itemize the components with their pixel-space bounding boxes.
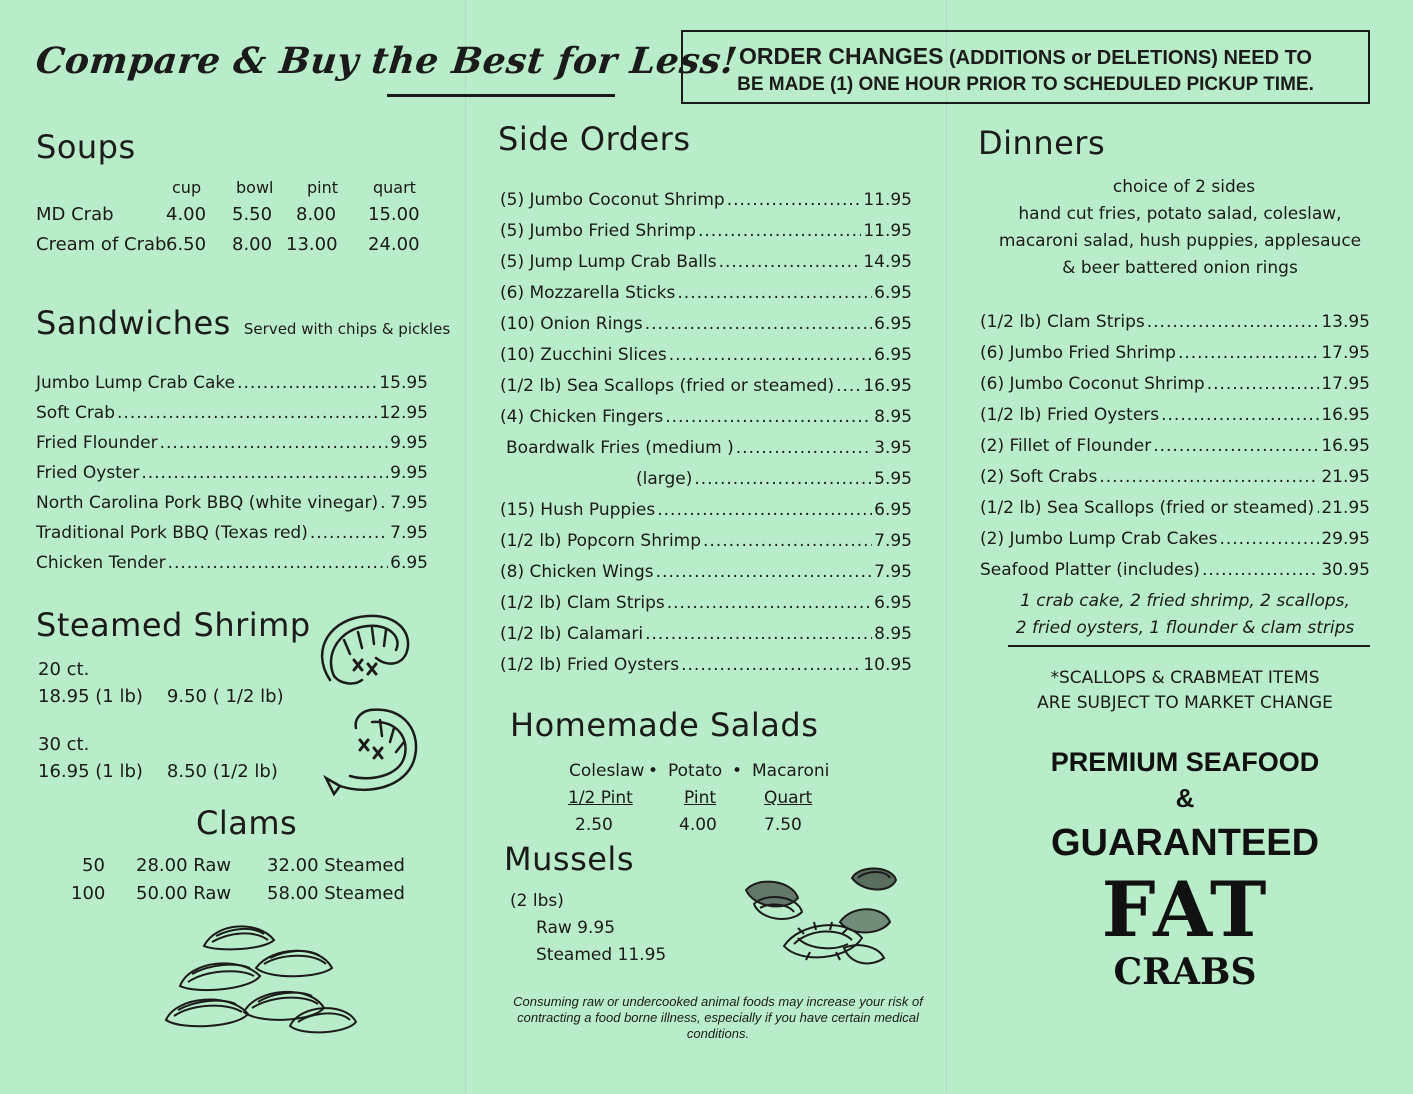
item-name: Traditional Pork BBQ (Texas red) (36, 523, 308, 543)
item-name: (15) Hush Puppies (500, 500, 656, 520)
salad-price: 4.00 (679, 815, 717, 835)
platter-line: 2 fried oysters, 1 flounder & clam strips (1015, 618, 1355, 638)
list-item (500, 588, 912, 619)
list-item (500, 402, 912, 433)
shrimp-price-row (38, 683, 284, 710)
leader-dots (1153, 431, 1319, 462)
clam-row (60, 852, 420, 880)
list-item (500, 185, 912, 216)
list-item (500, 495, 912, 526)
bullet-icon: • (732, 761, 743, 781)
soup-price-cup: 4.00 (166, 204, 207, 225)
side-orders-title: Side Orders (498, 120, 691, 158)
item-name: (1/2 lb) Sea Scallops (fried or steamed) (500, 376, 835, 396)
leader-dots (656, 557, 872, 588)
clam-raw: 28.00 Raw (136, 855, 232, 876)
soup-name: MD Crab (36, 204, 114, 225)
salad-size: Quart (764, 788, 813, 808)
list-item (500, 557, 912, 588)
item-name: (10) Zucchini Slices (500, 345, 667, 365)
item-price: 7.95 (874, 531, 912, 551)
shrimp-price-half: 8.50 (1/2 lb) (166, 761, 278, 782)
leader-dots (1178, 338, 1319, 369)
leader-dots (160, 428, 389, 458)
item-price: 6.95 (874, 314, 912, 334)
shrimp-count: 20 ct. (38, 659, 90, 680)
salad-kind: Potato (668, 761, 723, 781)
steamed-shrimp-title: Steamed Shrimp (36, 606, 311, 644)
list-item (36, 488, 428, 518)
leader-dots (657, 495, 872, 526)
item-price: 8.95 (874, 624, 912, 644)
clam-steamed: 58.00 Steamed (267, 883, 405, 904)
salad-kind: Macaroni (752, 761, 830, 781)
item-name: Boardwalk Fries (medium ) (506, 438, 734, 458)
salad-kinds (560, 758, 840, 785)
list-item (500, 216, 912, 247)
item-name: (6) Jumbo Coconut Shrimp (980, 374, 1205, 394)
dinners-list (980, 307, 1370, 586)
leader-dots (645, 619, 872, 650)
item-price: 11.95 (863, 221, 912, 241)
list-item (500, 650, 912, 681)
clam-steamed: 32.00 Steamed (267, 855, 405, 876)
clams-table (60, 852, 420, 908)
side-orders-list (500, 185, 912, 681)
item-name: (8) Chicken Wings (500, 562, 654, 582)
item-price: 14.95 (863, 252, 912, 272)
dinners-title: Dinners (978, 124, 1106, 162)
market-line: *SCALLOPS & CRABMEAT ITEMS (1050, 668, 1320, 688)
item-price: 21.95 (1321, 467, 1370, 487)
item-price: 3.95 (874, 438, 912, 458)
leader-dots (1219, 524, 1319, 555)
leader-dots (703, 526, 872, 557)
leader-dots (681, 650, 861, 681)
leader-dots (667, 588, 872, 619)
item-name: Seafood Platter (includes) (980, 560, 1200, 580)
soups-header-bowl: bowl (236, 178, 274, 197)
soup-row (36, 204, 436, 234)
platter-line: 1 crab cake, 2 fried shrimp, 2 scallops, (1020, 591, 1350, 611)
item-price: 16.95 (1321, 436, 1370, 456)
item-name: Fried Flounder (36, 433, 158, 453)
shrimp-price-lb: 16.95 (1 lb) (38, 761, 143, 782)
item-name: (2) Soft Crabs (980, 467, 1098, 487)
notice-line1-bold: ORDER CHANGES (738, 43, 944, 69)
item-price: 6.95 (874, 283, 912, 303)
shrimp-price-row (38, 758, 284, 785)
leader-dots (1147, 307, 1320, 338)
list-item (500, 526, 912, 557)
list-item (36, 398, 428, 428)
leader-dots (736, 433, 872, 464)
clam-row (60, 880, 420, 908)
leader-dots (117, 398, 377, 428)
list-item (980, 524, 1370, 555)
item-price: 29.95 (1321, 529, 1370, 549)
leader-dots (694, 464, 872, 495)
item-price: 10.95 (863, 655, 912, 675)
item-name: North Carolina Pork BBQ (white vinegar) (36, 493, 379, 513)
list-item (36, 548, 428, 578)
raw-food-disclaimer: Consuming raw or undercooked animal foods may increase your risk of contracting a food borne illness, especially if you have certain medical conditions. (513, 994, 923, 1041)
list-item (980, 400, 1370, 431)
leader-dots (1202, 555, 1319, 586)
item-price: 17.95 (1321, 374, 1370, 394)
soups-table (36, 178, 436, 264)
clam-qty: 100 (71, 883, 106, 904)
clams-title: Clams (196, 804, 298, 842)
soup-price-pint: 8.00 (296, 204, 337, 225)
item-price: 9.95 (390, 463, 428, 483)
salad-sizes (560, 785, 840, 812)
list-item (36, 518, 428, 548)
list-item (500, 340, 912, 371)
item-price: 6.95 (874, 593, 912, 613)
item-name: (1/2 lb) Sea Scallops (fried or steamed) (980, 498, 1315, 518)
soup-price-cup: 6.50 (166, 234, 207, 255)
leader-dots (1161, 400, 1319, 431)
item-name: (1/2 lb) Fried Oysters (980, 405, 1160, 425)
promo-block (980, 744, 1390, 992)
item-price: 21.95 (1321, 498, 1370, 518)
list-item (36, 428, 428, 458)
list-item (980, 462, 1370, 493)
leader-dots (1099, 462, 1319, 493)
list-item (980, 338, 1370, 369)
mussels-qty: (2 lbs) (510, 891, 564, 911)
item-name: Chicken Tender (36, 553, 166, 573)
market-line: ARE SUBJECT TO MARKET CHANGE (1037, 693, 1333, 713)
item-name: (6) Jumbo Fried Shrimp (980, 343, 1176, 363)
item-price: 13.95 (1321, 312, 1370, 332)
item-name: (2) Fillet of Flounder (980, 436, 1152, 456)
soups-title: Soups (36, 128, 136, 166)
item-name: (5) Jump Lump Crab Balls (500, 252, 717, 272)
salad-kind: Coleslaw (569, 761, 645, 781)
promo-crabs: CRABS (1113, 951, 1257, 993)
dinners-intro: choice of 2 sides (1112, 177, 1256, 197)
platter-includes (980, 588, 1390, 642)
soup-price-bowl: 5.50 (232, 204, 273, 225)
mussels-raw: Raw 9.95 (536, 918, 616, 938)
item-name: Soft Crab (36, 403, 116, 423)
mussels-steamed: Steamed 11.95 (536, 945, 667, 965)
item-name: (1/2 lb) Fried Oysters (500, 655, 680, 675)
item-price: 7.95 (874, 562, 912, 582)
salad-size: 1/2 Pint (568, 788, 633, 808)
shrimp-price-lb: 18.95 (1 lb) (38, 686, 143, 707)
salads-table (560, 758, 840, 839)
item-name: (5) Jumbo Fried Shrimp (500, 221, 696, 241)
tagline: Compare & Buy the Best for Less! (33, 40, 740, 82)
dinners-sides: hand cut fries, potato salad, coleslaw, macaroni salad, hush puppies, applesauce & beer battered onion rings (998, 204, 1362, 278)
item-name: Fried Oyster (36, 463, 140, 483)
leader-dots (665, 402, 872, 433)
item-name: Jumbo Lump Crab Cake (36, 373, 236, 393)
soup-name: Cream of Crab (36, 234, 167, 255)
list-item (500, 309, 912, 340)
item-name: (1/2 lb) Calamari (500, 624, 644, 644)
item-price: 6.95 (874, 345, 912, 365)
leader-dots (727, 185, 862, 216)
list-item (500, 371, 912, 402)
soups-header-quart: quart (373, 178, 416, 197)
clam-qty: 50 (82, 855, 105, 876)
notice-line1-rest: (ADDITIONS or DELETIONS) NEED TO (943, 47, 1312, 69)
promo-fat: FAT (1101, 865, 1269, 954)
salad-price: 2.50 (575, 815, 613, 835)
item-name: (2) Jumbo Lump Crab Cakes (980, 529, 1218, 549)
item-price: 15.95 (379, 373, 428, 393)
leader-dots (380, 488, 388, 518)
list-item (980, 307, 1370, 338)
list-item (500, 464, 912, 495)
shrimp-illustration (310, 610, 428, 800)
mussels-illustration (740, 862, 900, 972)
mussels-prices (510, 888, 666, 969)
soup-row (36, 234, 436, 264)
list-item (500, 278, 912, 309)
item-price: 6.95 (874, 500, 912, 520)
leader-dots (719, 247, 862, 278)
shrimp-price-half: 9.50 ( 1/2 lb) (166, 686, 284, 707)
list-item (980, 493, 1370, 524)
soup-price-bowl: 8.00 (232, 234, 273, 255)
leader-dots (141, 458, 388, 488)
leader-dots (310, 518, 388, 548)
divider (1008, 645, 1370, 647)
sandwiches-note: Served with chips & pickles (243, 320, 451, 338)
item-price: 8.95 (874, 407, 912, 427)
soups-header-pint: pint (307, 178, 339, 197)
item-price: 7.95 (390, 493, 428, 513)
leader-dots (168, 548, 389, 578)
item-price: 11.95 (863, 190, 912, 210)
clam-raw: 50.00 Raw (136, 883, 232, 904)
item-price: 30.95 (1321, 560, 1370, 580)
list-item (36, 458, 428, 488)
salad-price: 7.50 (764, 815, 802, 835)
salad-size: Pint (684, 788, 717, 808)
bullet-icon: • (648, 761, 659, 781)
item-name: (1/2 lb) Clam Strips (980, 312, 1145, 332)
steamed-shrimp-prices (38, 656, 284, 785)
shrimp-count: 30 ct. (38, 734, 90, 755)
soup-price-pint: 13.00 (286, 234, 338, 255)
leader-dots (677, 278, 872, 309)
leader-dots (669, 340, 872, 371)
soup-price-quart: 24.00 (368, 234, 420, 255)
list-item (980, 431, 1370, 462)
item-name: (5) Jumbo Coconut Shrimp (500, 190, 725, 210)
promo-guaranteed: GUARANTEED (1050, 822, 1320, 864)
item-name: (large) (636, 469, 693, 489)
salads-title: Homemade Salads (510, 706, 819, 744)
mussels-title: Mussels (504, 840, 634, 878)
item-price: 5.95 (874, 469, 912, 489)
item-price: 9.95 (390, 433, 428, 453)
clams-illustration (160, 916, 360, 1044)
notice-line2: BE MADE (1) ONE HOUR PRIOR TO SCHEDULED PICKUP TIME. (737, 74, 1314, 95)
list-item (500, 247, 912, 278)
item-name: (6) Mozzarella Sticks (500, 283, 676, 303)
item-name: (1/2 lb) Popcorn Shrimp (500, 531, 702, 551)
market-change-note (980, 666, 1390, 716)
item-price: 6.95 (390, 553, 428, 573)
item-name: (4) Chicken Fingers (500, 407, 664, 427)
tagline-underline (387, 94, 615, 97)
salad-prices (560, 812, 840, 839)
list-item (500, 619, 912, 650)
sandwiches-title: Sandwiches (36, 304, 231, 342)
leader-dots (698, 216, 861, 247)
list-item (36, 368, 428, 398)
sandwiches-heading (36, 304, 450, 342)
list-item (980, 369, 1370, 400)
soup-price-quart: 15.00 (368, 204, 420, 225)
leader-dots (1207, 369, 1320, 400)
item-name: (1/2 lb) Clam Strips (500, 593, 665, 613)
sandwiches-list (36, 368, 428, 578)
leader-dots (237, 368, 377, 398)
promo-amp: & (1175, 783, 1195, 813)
order-changes-notice (681, 30, 1370, 104)
list-item (980, 555, 1370, 586)
leader-dots (645, 309, 872, 340)
item-price: 16.95 (863, 376, 912, 396)
item-name: (10) Onion Rings (500, 314, 643, 334)
leader-dots (836, 371, 861, 402)
promo-premium: PREMIUM SEAFOOD (1050, 747, 1320, 777)
leader-dots (1316, 493, 1319, 524)
item-price: 7.95 (390, 523, 428, 543)
item-price: 16.95 (1321, 405, 1370, 425)
list-item (500, 433, 912, 464)
item-price: 17.95 (1321, 343, 1370, 363)
soups-header-cup: cup (172, 178, 202, 197)
item-price: 12.95 (379, 403, 428, 423)
